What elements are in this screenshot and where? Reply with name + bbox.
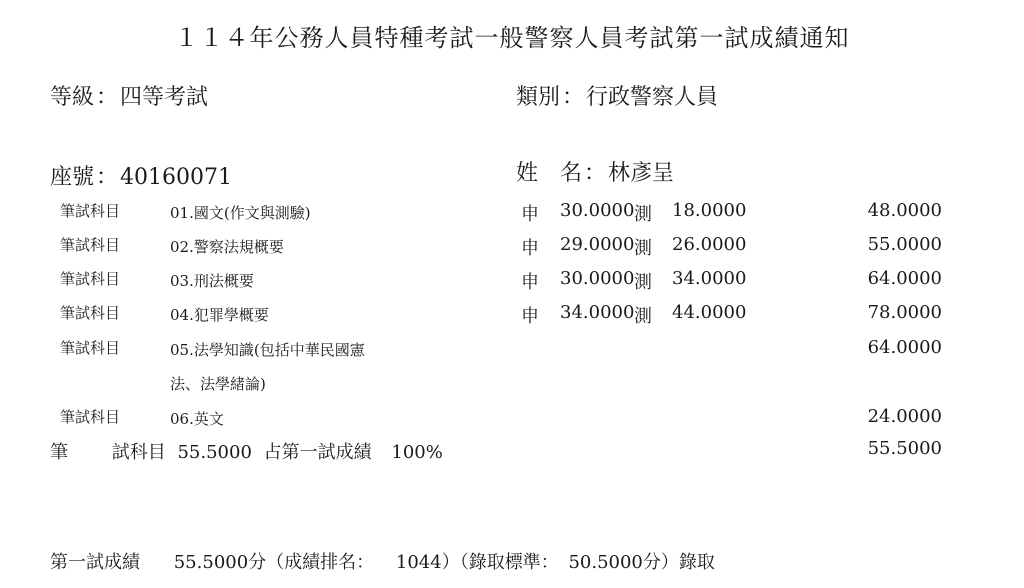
- seat-colon: ：: [96, 165, 119, 190]
- standard-value: 50.5000分: [568, 552, 661, 573]
- subject-label: 筆試科目: [60, 236, 121, 254]
- page-title: １１４年公務人員特種考試一般警察人員考試第一試成績通知: [174, 24, 850, 52]
- written-summary: [50, 438, 443, 464]
- test-marker: 測: [634, 204, 652, 225]
- final-score: 55.5000分: [173, 552, 267, 573]
- subject-name: 03.刑法概要: [170, 272, 254, 290]
- summary-average: 55.5000: [177, 442, 252, 463]
- subject-row: [0, 302, 1024, 334]
- subject-total: 48.0000: [867, 200, 942, 221]
- essay-score: 34.0000: [560, 302, 635, 323]
- name-colon: ：: [584, 161, 607, 186]
- subject-row: [0, 337, 1024, 405]
- name-value: 林彥呈: [608, 161, 675, 186]
- subject-total: 55.0000: [867, 234, 942, 255]
- category-label: 類別: [516, 85, 561, 110]
- subject-row: [0, 234, 1024, 266]
- essay-score: 30.0000: [560, 268, 635, 289]
- category-colon: ：: [562, 85, 585, 110]
- summary-label: 試科目: [111, 442, 166, 463]
- final-result: ）錄取: [660, 552, 715, 573]
- subject-row: [0, 268, 1024, 300]
- category-field: [516, 80, 718, 111]
- essay-marker: 申: [521, 204, 539, 225]
- test-score: 44.0000: [672, 302, 747, 323]
- subject-label: 筆試科目: [60, 270, 121, 288]
- subject-name: 01.國文(作文與測驗): [170, 204, 311, 222]
- grade-field: [50, 80, 208, 111]
- seat-label: 座號: [50, 165, 95, 190]
- subject-label: 筆試科目: [60, 304, 121, 322]
- essay-marker: 申: [521, 306, 539, 327]
- subject-name: 05.法學知識(包括中華民國憲: [170, 341, 365, 359]
- test-score: 34.0000: [672, 268, 747, 289]
- essay-marker: 申: [521, 272, 539, 293]
- subject-row: [0, 200, 1024, 232]
- seat-field: [50, 160, 232, 191]
- essay-marker: 申: [521, 238, 539, 259]
- seat-value: 40160071: [120, 165, 233, 190]
- final-label: 第一試成績: [50, 552, 140, 573]
- grade-value: 四等考試: [120, 85, 209, 110]
- test-marker: 測: [634, 306, 652, 327]
- subject-total: 78.0000: [867, 302, 942, 323]
- test-marker: 測: [634, 238, 652, 259]
- subject-row: [0, 406, 1024, 438]
- name-field: [516, 156, 674, 187]
- summary-weight-label: 占第一試成績: [263, 442, 372, 463]
- subject-label: 筆試科目: [60, 202, 121, 220]
- subject-total: 24.0000: [867, 406, 942, 427]
- subject-total: 64.0000: [867, 268, 942, 289]
- rank-value: 1044: [395, 552, 442, 573]
- first-stage-result: [50, 548, 715, 574]
- subject-name: 04.犯罪學概要: [170, 306, 269, 324]
- name-label: 姓 名: [516, 161, 583, 186]
- grade-colon: ：: [96, 85, 119, 110]
- category-value: 行政警察人員: [586, 85, 719, 110]
- subject-label: 筆試科目: [60, 408, 121, 426]
- rank-label: （成績排名：: [266, 552, 375, 573]
- subject-total: 64.0000: [867, 337, 942, 358]
- subject-label: 筆試科目: [60, 339, 121, 357]
- subject-name-continued: 法、法學緒論): [170, 375, 266, 393]
- test-score: 26.0000: [672, 234, 747, 255]
- test-marker: 測: [634, 272, 652, 293]
- essay-score: 29.0000: [560, 234, 635, 255]
- summary-weight: 100%: [391, 442, 443, 463]
- standard-label: ）（錄取標準：: [441, 552, 559, 573]
- test-score: 18.0000: [672, 200, 747, 221]
- summary-prefix: 筆: [50, 442, 68, 463]
- summary-total: 55.5000: [867, 438, 942, 459]
- subject-name: 02.警察法規概要: [170, 238, 284, 256]
- grade-label: 等級: [50, 85, 95, 110]
- subject-name: 06.英文: [170, 410, 224, 428]
- essay-score: 30.0000: [560, 200, 635, 221]
